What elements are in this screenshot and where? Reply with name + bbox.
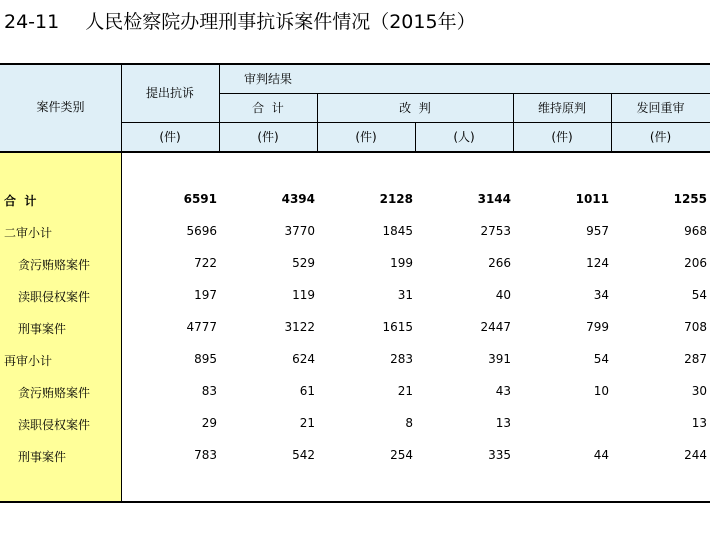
cell-upheld: 44 bbox=[593, 448, 609, 462]
cell-upheld: 124 bbox=[586, 256, 609, 270]
rule-top bbox=[0, 63, 710, 65]
cell-changed-persons: 2753 bbox=[480, 224, 511, 238]
col-line-2 bbox=[219, 64, 220, 152]
cell-protest: 29 bbox=[201, 416, 217, 430]
cell-retrial: 206 bbox=[684, 256, 707, 270]
cell-upheld: 957 bbox=[586, 224, 609, 238]
row-label: 刑事案件 bbox=[18, 322, 67, 336]
table-row bbox=[0, 413, 710, 433]
unit-retrial: (件) bbox=[649, 130, 672, 144]
cell-upheld: 1011 bbox=[575, 192, 609, 206]
cell-retrial: 244 bbox=[684, 448, 707, 462]
cell-protest: 4777 bbox=[186, 320, 217, 334]
header-category: 案件类别 bbox=[36, 100, 85, 114]
cell-protest: 783 bbox=[194, 448, 217, 462]
header-changed: 改 判 bbox=[399, 101, 431, 115]
cell-total: 21 bbox=[299, 416, 315, 430]
cell-upheld: 54 bbox=[593, 352, 609, 366]
cell-protest: 6591 bbox=[183, 192, 217, 206]
unit-total: (件) bbox=[257, 130, 279, 144]
table-row bbox=[0, 445, 710, 465]
cell-changed-persons: 391 bbox=[488, 352, 511, 366]
cell-total: 61 bbox=[299, 384, 315, 398]
cell-protest: 722 bbox=[194, 256, 217, 270]
row-label: 刑事案件 bbox=[18, 450, 67, 464]
table-row bbox=[0, 253, 710, 273]
row-label: 二审小计 bbox=[4, 226, 53, 240]
cell-upheld: 34 bbox=[593, 288, 609, 302]
row-label: 贪污贿赂案件 bbox=[18, 386, 91, 400]
table-row bbox=[0, 285, 710, 305]
cell-changed-cases: 283 bbox=[390, 352, 413, 366]
cell-changed-cases: 1615 bbox=[382, 320, 413, 334]
cell-total: 3770 bbox=[284, 224, 315, 238]
col-line-3 bbox=[317, 93, 318, 152]
cell-protest: 895 bbox=[194, 352, 217, 366]
cell-changed-cases: 8 bbox=[405, 416, 413, 430]
cell-protest: 197 bbox=[194, 288, 217, 302]
cell-changed-persons: 3144 bbox=[477, 192, 511, 206]
table-row bbox=[0, 381, 710, 401]
cell-changed-cases: 2128 bbox=[379, 192, 413, 206]
cell-changed-persons: 43 bbox=[495, 384, 511, 398]
cell-changed-cases: 254 bbox=[390, 448, 413, 462]
cell-retrial: 968 bbox=[684, 224, 707, 238]
unit-changed-cases: (件) bbox=[355, 130, 377, 144]
cell-changed-persons: 266 bbox=[488, 256, 511, 270]
cell-total: 542 bbox=[292, 448, 315, 462]
cell-total: 624 bbox=[292, 352, 315, 366]
col-line-6 bbox=[611, 93, 612, 152]
cell-total: 529 bbox=[292, 256, 315, 270]
cell-retrial: 13 bbox=[691, 416, 707, 430]
cell-total: 119 bbox=[292, 288, 315, 302]
cell-total: 3122 bbox=[284, 320, 315, 334]
unit-protest: (件) bbox=[159, 130, 181, 144]
unit-upheld: (件) bbox=[551, 130, 573, 144]
col-line-5 bbox=[513, 93, 514, 152]
table-row bbox=[0, 349, 710, 369]
rule-bottom bbox=[0, 501, 710, 503]
cell-retrial: 1255 bbox=[673, 192, 707, 206]
cell-upheld: 10 bbox=[593, 384, 609, 398]
table-row bbox=[0, 189, 710, 209]
table-row bbox=[0, 317, 710, 337]
cell-changed-cases: 31 bbox=[397, 288, 413, 302]
cell-retrial: 54 bbox=[691, 288, 707, 302]
row-label: 渎职侵权案件 bbox=[18, 418, 91, 432]
rule-header-bottom bbox=[0, 151, 710, 153]
unit-changed-persons: (人) bbox=[453, 130, 475, 144]
header-total: 合 计 bbox=[252, 101, 284, 115]
cell-retrial: 30 bbox=[691, 384, 707, 398]
cell-changed-persons: 40 bbox=[495, 288, 511, 302]
cell-changed-persons: 335 bbox=[488, 448, 511, 462]
cell-total: 4394 bbox=[281, 192, 315, 206]
header-upheld: 维持原判 bbox=[537, 101, 586, 115]
cell-changed-persons: 2447 bbox=[480, 320, 511, 334]
cell-retrial: 287 bbox=[684, 352, 707, 366]
header-result: 审判结果 bbox=[243, 72, 292, 86]
row-label: 再审小计 bbox=[4, 354, 53, 368]
cell-protest: 5696 bbox=[186, 224, 217, 238]
table-row bbox=[0, 221, 710, 241]
header-retrial: 发回重审 bbox=[636, 101, 685, 115]
row-label: 渎职侵权案件 bbox=[18, 290, 91, 304]
cell-changed-cases: 21 bbox=[397, 384, 413, 398]
cell-changed-cases: 1845 bbox=[382, 224, 413, 238]
col-line-4 bbox=[415, 122, 416, 152]
row-label: 贪污贿赂案件 bbox=[18, 258, 91, 272]
table-title: 人民检察院办理刑事抗诉案件情况（2015年） bbox=[85, 11, 476, 33]
table-number: 24-11 bbox=[4, 11, 60, 33]
col-line-1 bbox=[121, 64, 122, 502]
cell-changed-persons: 13 bbox=[495, 416, 511, 430]
rule-result-sub bbox=[219, 93, 710, 94]
cell-retrial: 708 bbox=[684, 320, 707, 334]
cell-upheld: 799 bbox=[586, 320, 609, 334]
cell-protest: 83 bbox=[201, 384, 217, 398]
row-label: 合 计 bbox=[4, 194, 37, 208]
header-protest: 提出抗诉 bbox=[145, 86, 194, 100]
cell-changed-cases: 199 bbox=[390, 256, 413, 270]
